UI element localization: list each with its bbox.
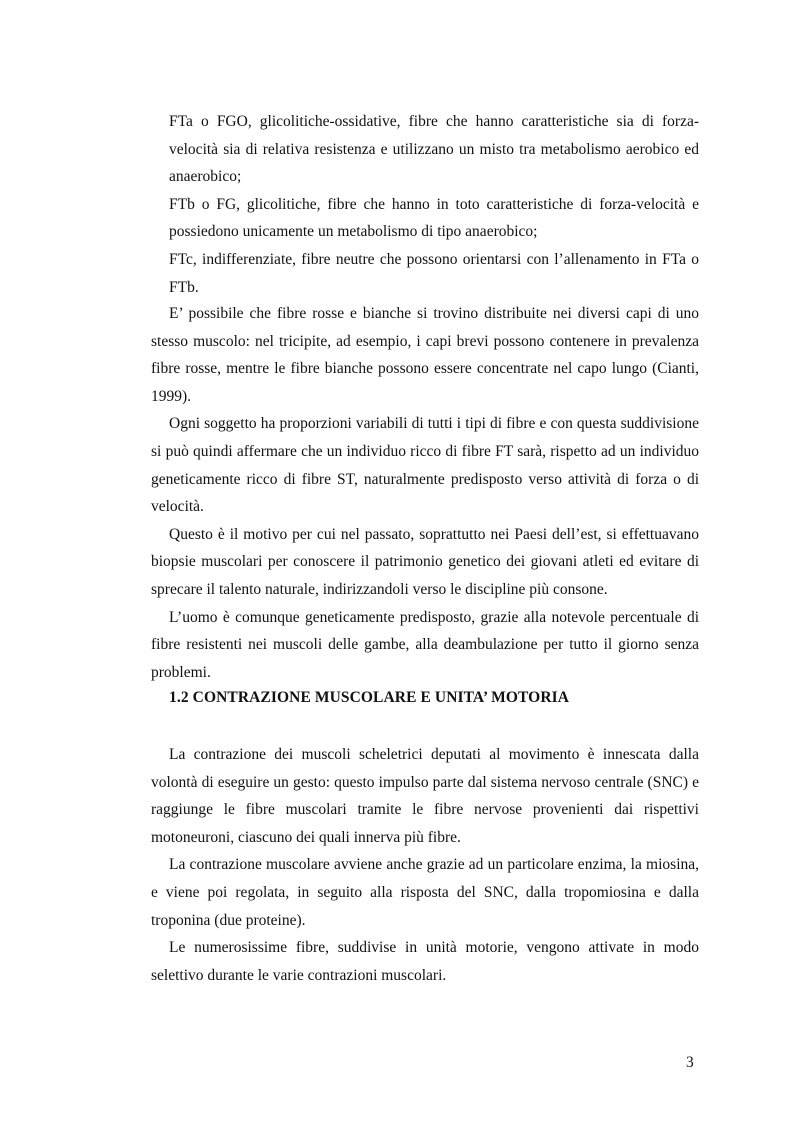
- paragraph-predisposition: L’uomo è comunque geneticamente predisposto, grazie alla notevole percentuale di fibre resistenti nei muscoli delle gambe, alla deambulazione per tutto il giorno senza problemi.: [151, 608, 699, 681]
- paragraph-fiber-distribution: E’ possibile che fibre rosse e bianche si trovino distribuite nei diversi capi di uno stesso muscolo: nel tricipite, ad esempio, i capi brevi possono contenere in prevalenza fibre rosse, mentre le fibre bianche possono essere concentrate nel capo lungo (Cianti, 1999).: [151, 305, 699, 405]
- list-item-ftc: FTc, indifferenziate, fibre neutre che possono orientarsi con l’allenamento in FTa o FTb.: [169, 250, 699, 296]
- paragraph-biopsies: Questo è il motivo per cui nel passato, soprattutto nei Paesi dell’est, si effettuavano biopsie muscolari per conoscere il patrimonio genetico dei giovani atleti ed evitare di sprecare il talento naturale, indirizzandoli verso le discipline più consone.: [151, 525, 699, 598]
- paragraph-fiber-proportions: Ogni soggetto ha proporzioni variabili di tutti i tipi di fibre e con questa suddivisione si può quindi affermare che un individuo ricco di fibre FT sarà, rispetto ad un individuo geneticamente ricco di fibre ST, naturalmente predisposto verso attività di forza o di velocità.: [151, 415, 699, 516]
- fiber-type-list: [151, 108, 699, 301]
- paragraph-contraction-enzyme: La contrazione muscolare avviene anche grazie ad un particolare enzima, la miosina, e viene poi regolata, in seguito alla risposta del SNC, dalla tropomiosina e dalla troponina (due proteine).: [151, 856, 699, 929]
- section-heading: 1.2 CONTRAZIONE MUSCOLARE E UNITA’ MOTORIA: [169, 689, 570, 706]
- list-item-ftb: FTb o FG, glicolitiche, fibre che hanno in toto caratteristiche di forza-velocità e possiedono unicamente un metabolismo di tipo anaerobico;: [169, 195, 699, 241]
- paragraph-contraction-origin: La contrazione dei muscoli scheletrici deputati al movimento è innescata dalla volontà di eseguire un gesto: questo impulso parte dal sistema nervoso centrale (SNC) e raggiunge le fibre muscolari tramite le fibre nervose provenienti dai rispettivi motoneuroni, ciascuno dei quali innerva più fibre.: [151, 746, 699, 846]
- section-body-text: [151, 741, 699, 989]
- paragraph-motor-units: Le numerosissime fibre, suddivise in unità motorie, vengono attivate in modo selettivo durante le varie contrazioni muscolari.: [151, 939, 699, 984]
- page-number: 3: [686, 1054, 694, 1071]
- body-text: [151, 300, 699, 686]
- list-item-fta: FTa o FGO, glicolitiche-ossidative, fibre che hanno caratteristiche sia di forza-velocità sia di relativa resistenza e utilizzano un misto tra metabolismo aerobico ed anaerobico;: [169, 113, 699, 186]
